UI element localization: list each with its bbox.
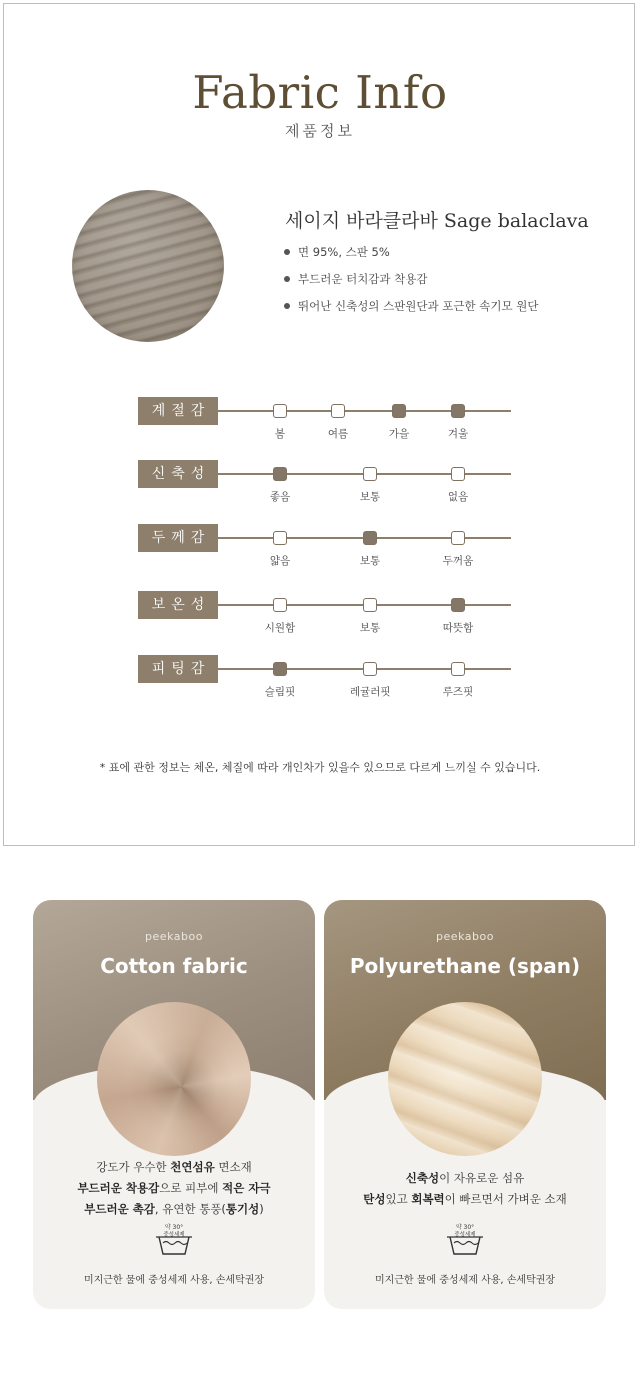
cotton-fabric-image [97,1002,251,1156]
rating-row-season [138,397,518,457]
rating-row-thickness [138,524,518,584]
rating-option-label: 두꺼움 [442,555,474,567]
rating-option [438,662,478,699]
description-line: 부드러운 착용감으로 피부에 적은 자극 [77,1181,271,1195]
wash-temp-text: 약 30° [164,1224,184,1231]
rating-option [379,404,419,441]
feature-item: 뛰어난 신축성의 스판원단과 포근한 속기모 원단 [284,298,538,325]
rating-label: 계절감 [138,397,218,425]
feature-item: 부드러운 터치감과 착용감 [284,271,538,298]
rating-label: 피팅감 [138,655,218,683]
rating-row-stretch [138,460,518,520]
rating-checkbox [363,531,377,545]
rating-checkbox [451,531,465,545]
brand-logo: peekaboo [436,930,494,943]
rating-option-label: 슬림핏 [264,686,296,698]
rating-option-label: 없음 [447,491,469,503]
rating-option-label: 얇음 [269,555,291,567]
rating-option-label: 가을 [388,428,410,440]
rating-option [438,598,478,635]
feature-item: 면 95%, 스판 5% [284,244,538,271]
rating-option-label: 레귤러핏 [350,686,391,698]
rating-checkbox [273,662,287,676]
rating-row-fit [138,655,518,715]
page-subtitle: 제품정보 [285,122,355,140]
fabric-swatch-image [72,190,224,342]
rating-option-label: 보통 [359,555,381,567]
card-description [324,1168,606,1210]
rating-option-label: 여름 [327,428,349,440]
description-line: 부드러운 촉감, 유연한 통풍(통기성) [84,1202,264,1216]
rating-option [350,598,390,635]
rating-option-label: 시원함 [264,622,296,634]
description-line: 탄성있고 회복력이 빠르면서 가벼운 소재 [363,1192,567,1206]
cotton-fabric-card [33,900,315,1309]
description-line: 강도가 우수한 천연섬유 면소재 [96,1160,252,1174]
rating-checkbox [363,598,377,612]
wash-detergent-text: 중성세제 [163,1232,185,1238]
rating-option [438,404,478,441]
rating-option [260,598,300,635]
rating-option [260,404,300,441]
footnote: * 표에 관한 정보는 체온, 체질에 따라 개인차가 있을수 있으므로 다르게 느끼실 수 있습니다. [99,761,541,774]
span-fabric-image [388,1002,542,1156]
feature-list [284,244,538,325]
rating-row-warmth [138,591,518,651]
rating-checkbox [451,598,465,612]
wash-temp-text: 약 30° [455,1224,475,1231]
rating-checkbox [273,467,287,481]
rating-checkbox [451,404,465,418]
rating-checkbox [451,662,465,676]
rating-option-label: 보통 [359,491,381,503]
rating-checkbox [363,467,377,481]
rating-option [260,662,300,699]
rating-option-label: 겨울 [447,428,469,440]
polyurethane-fabric-card [324,900,606,1309]
rating-option [438,467,478,504]
page-title: Fabric Info [192,66,448,119]
rating-option [438,531,478,568]
wash-detergent-text: 중성세제 [454,1232,476,1238]
rating-option [350,531,390,568]
product-name: 세이지 바라클라바 Sage balaclava [285,210,589,232]
description-line: 신축성이 자유로운 섬유 [405,1171,525,1185]
rating-option [260,531,300,568]
rating-option [260,467,300,504]
rating-checkbox [273,531,287,545]
rating-option-label: 보통 [359,622,381,634]
card-title: Polyurethane (span) [349,954,581,978]
rating-checkbox [273,598,287,612]
rating-checkbox [363,662,377,676]
hand-wash-icon [445,1222,485,1258]
rating-checkbox [273,404,287,418]
rating-label: 보온성 [138,591,218,619]
rating-checkbox [331,404,345,418]
card-description [33,1157,315,1220]
rating-option-label: 따뜻함 [442,622,474,634]
rating-option [350,467,390,504]
rating-label: 두께감 [138,524,218,552]
rating-option-label: 루즈핏 [442,686,474,698]
rating-option [318,404,358,441]
rating-option-label: 봄 [274,428,286,440]
rating-checkbox [392,404,406,418]
hand-wash-icon [154,1222,194,1258]
card-title: Cotton fabric [100,954,248,978]
rating-option-label: 좋음 [269,491,291,503]
rating-checkbox [451,467,465,481]
care-instruction: 미지근한 물에 중성세제 사용, 손세탁권장 [83,1275,265,1286]
brand-logo: peekaboo [145,930,203,943]
care-instruction: 미지근한 물에 중성세제 사용, 손세탁권장 [374,1275,556,1286]
rating-option [350,662,390,699]
rating-label: 신축성 [138,460,218,488]
